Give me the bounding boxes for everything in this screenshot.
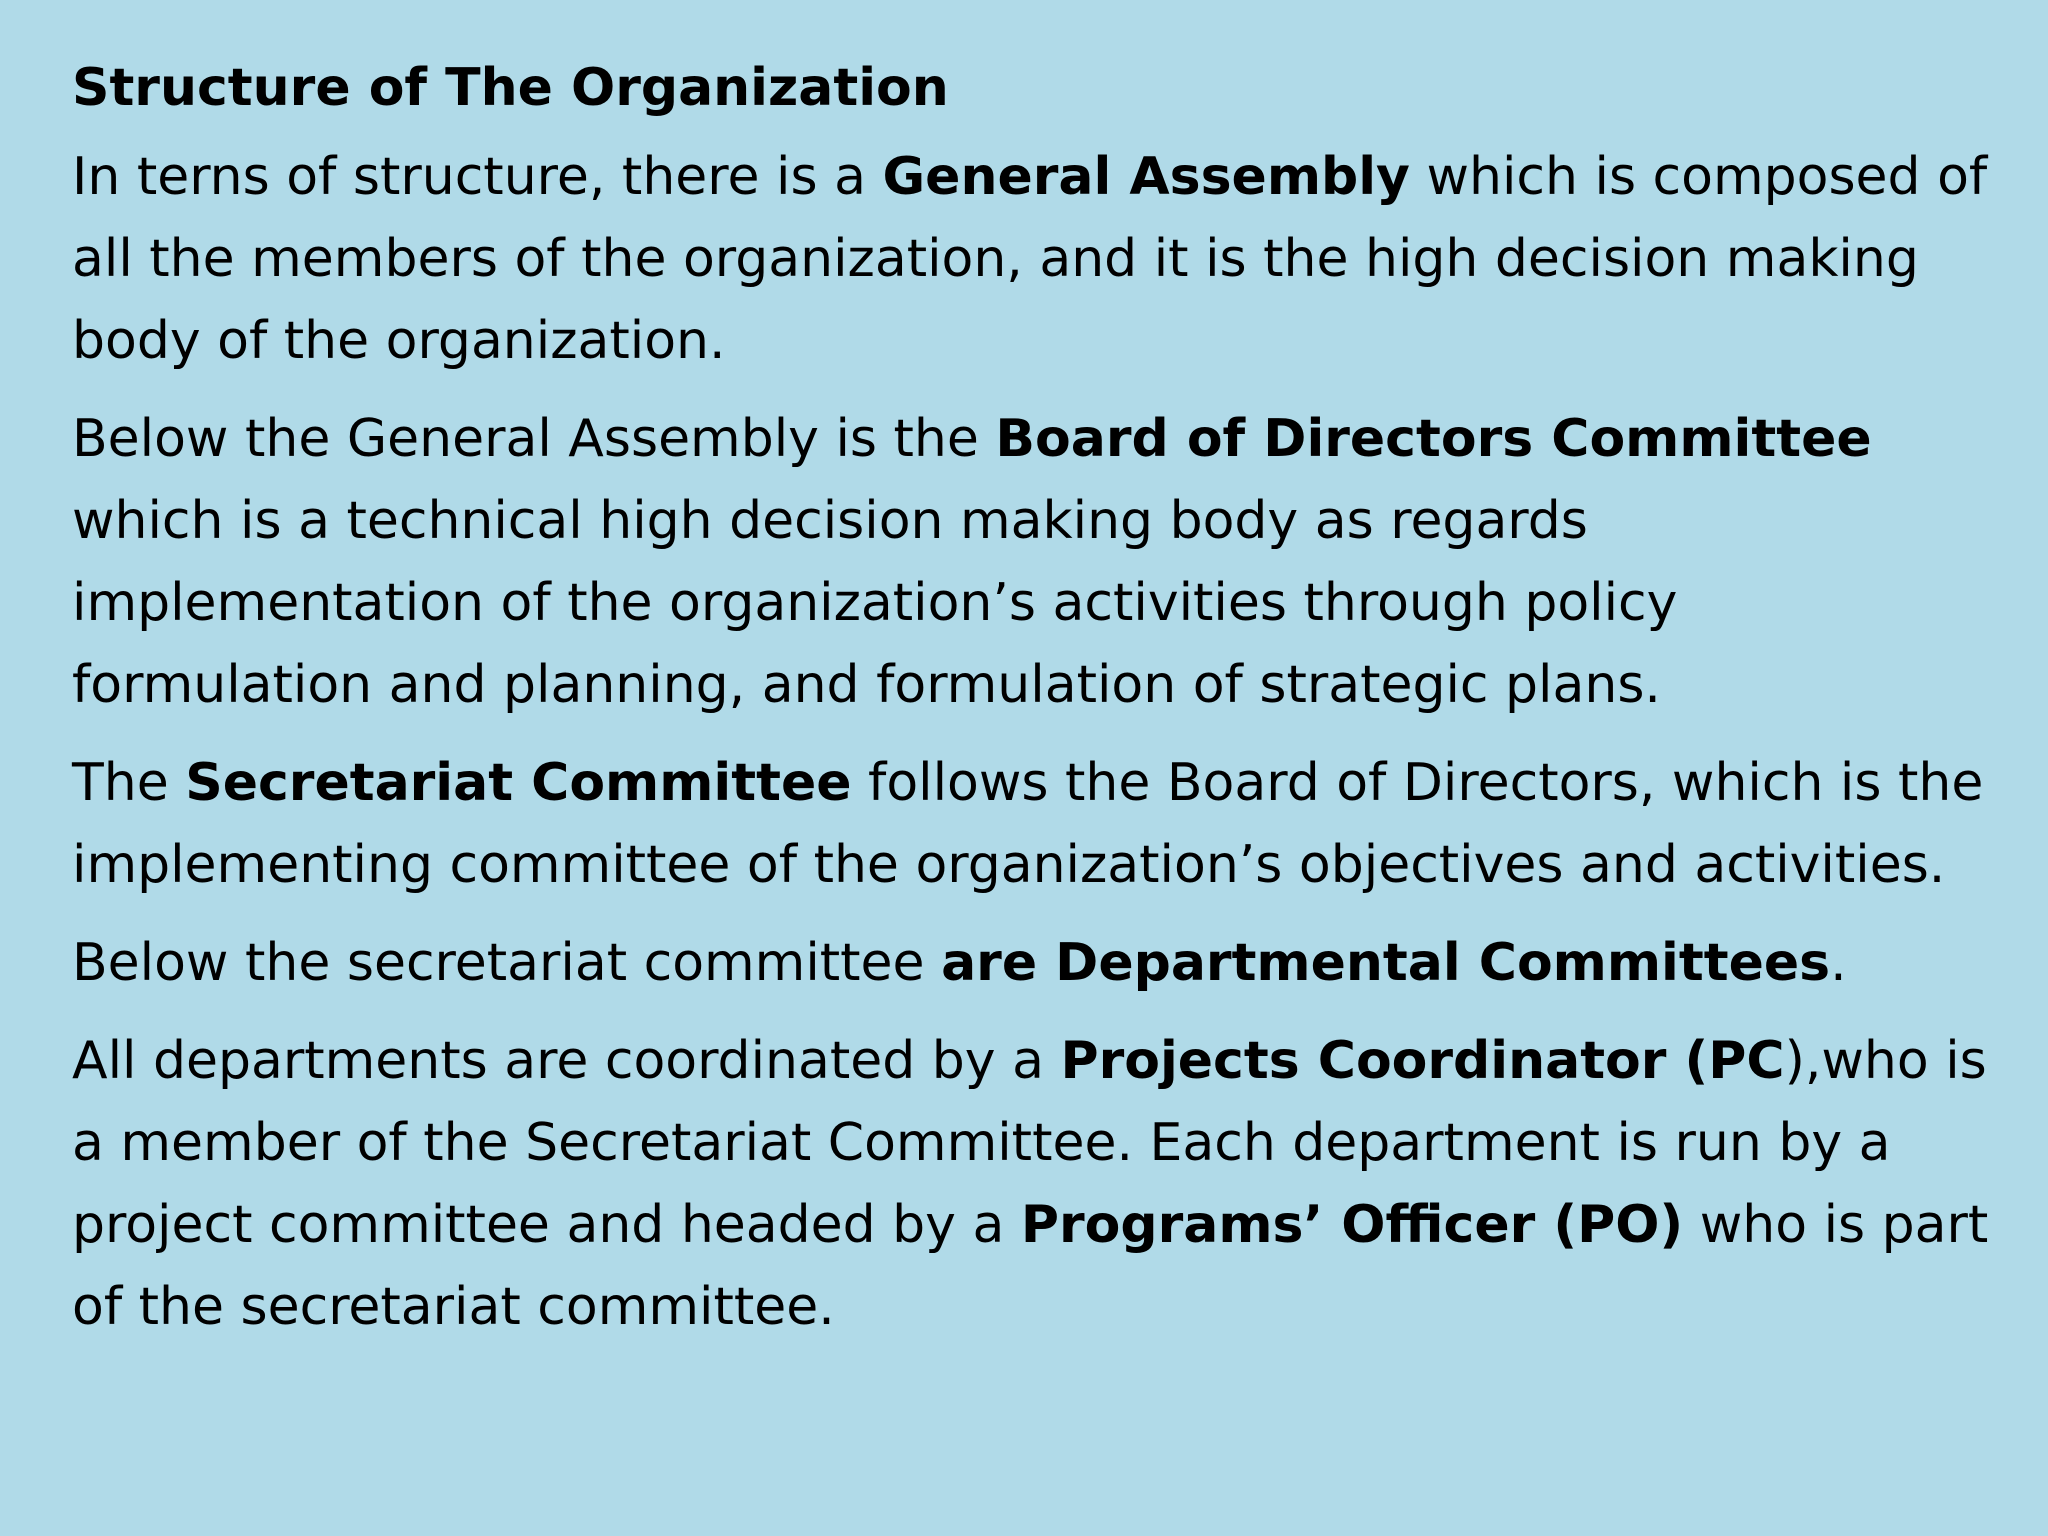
text-segment-bold: Projects Coordinator (PC — [1060, 1031, 1785, 1091]
text-segment: who is part of the secretariat committee. — [72, 1195, 1989, 1337]
text-segment-bold: Secretariat Committee — [185, 753, 852, 813]
text-segment: All departments are coordinated by a — [72, 1031, 1061, 1091]
text-segment: The — [72, 753, 186, 813]
text-segment: which is composed of all the members of the organization, and it is the high decision making body of the organization. — [72, 147, 1988, 371]
paragraph-projects-coordinator — [72, 1020, 1992, 1348]
text-segment: In terns of structure, there is a — [72, 147, 883, 207]
paragraph-board-of-directors — [72, 398, 1992, 726]
text-segment: which is a technical high decision making body as regards implementation of the organization’s activities through policy formulation and planning, and formulation of strategic plans. — [72, 491, 1678, 715]
paragraph-secretariat-committee — [72, 742, 1992, 906]
text-segment: . — [1830, 933, 1847, 993]
text-segment-bold: are Departmental Committees — [941, 933, 1831, 993]
text-segment: Below the secretariat committee — [72, 933, 942, 993]
text-segment-bold: General Assembly — [882, 147, 1410, 207]
text-segment-bold: Board of Directors Committee — [995, 409, 1872, 469]
paragraph-general-assembly — [72, 136, 1992, 382]
text-segment-bold: Programs’ Officer (PO) — [1020, 1195, 1684, 1255]
text-segment: follows the Board of Directors, which is the implementing committee of the organization’s objectives and activities. — [72, 753, 1984, 895]
slide-title: Structure of The Organization — [72, 58, 949, 118]
text-segment: ),who is a member of the Secretariat Committee. Each department is run by a project committee and headed by a — [72, 1031, 1987, 1255]
text-segment: Below the General Assembly is the — [72, 409, 996, 469]
paragraph-departmental-committees — [72, 922, 1992, 1004]
slide-content — [72, 50, 1992, 1364]
